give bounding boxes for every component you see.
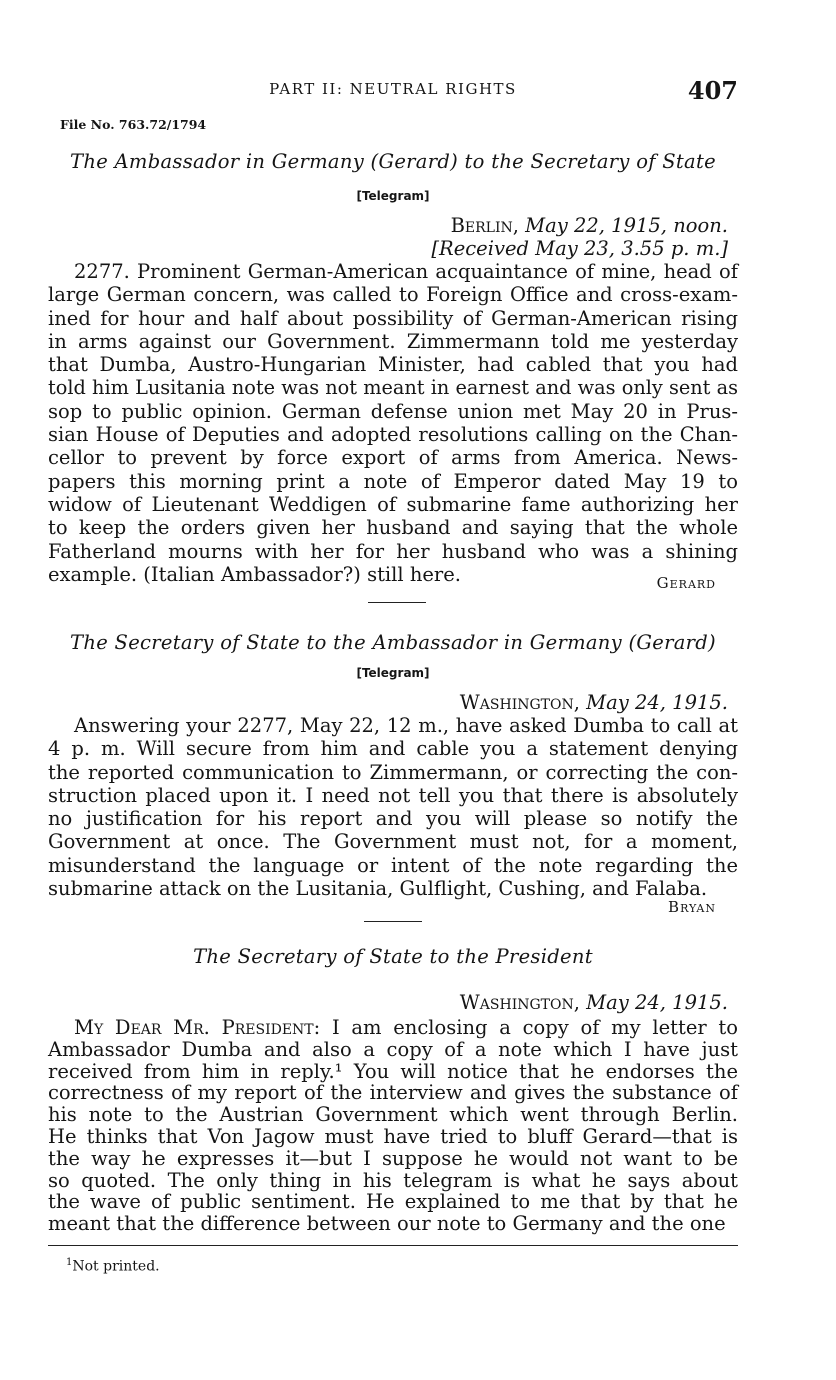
- footnote-text: Not printed.: [72, 1258, 160, 1275]
- doc3-body: [48, 1017, 738, 1235]
- document-page: [48, 0, 738, 1380]
- body-line: the reported communication to Zimmermann, or correcting the con-: [48, 760, 738, 784]
- body-line: submarine attack on the Lusitania, Gulflight, Cushing, and Falaba.: [48, 877, 708, 901]
- doc3-title: The Secretary of State to the President: [193, 945, 593, 968]
- body-line: to keep the orders given her husband and saying that the whole: [48, 516, 738, 540]
- body-line: told him Lusitania note was not meant in earnest and was only sent as: [48, 376, 738, 400]
- section-divider: [368, 602, 426, 603]
- body-line: sop to public opinion. German defense union met May 20 in Prus-: [48, 399, 738, 423]
- body-line-text: I am enclosing a copy of my letter to: [320, 1016, 739, 1039]
- doc1-dateline: [431, 214, 728, 260]
- body-line: 2277. Prominent German-American acquaintance of mine, head of: [74, 260, 738, 283]
- body-line: 4 p. m. Will secure from him and cable you a statement denying: [48, 737, 738, 761]
- body-line: He thinks that Von Jagow must have tried to bluff Gerard—that is: [48, 1124, 738, 1148]
- body-line: the way he expresses it—but I suppose he would not want to be: [48, 1146, 738, 1170]
- file-number: File No. 763.72/1794: [60, 117, 207, 132]
- doc1-title-a: The Ambassador in Germany (: [70, 150, 379, 173]
- doc3-dateline: [460, 991, 728, 1014]
- body-line: sian House of Deputies and adopted resolutions calling on the Chan-: [48, 423, 738, 447]
- doc2-date: May 24, 1915.: [586, 691, 728, 714]
- body-line: Fatherland mourns with her for her husband who was a shining: [48, 539, 738, 563]
- page-number: 407: [687, 76, 738, 105]
- page-header: [48, 76, 738, 106]
- body-line: that Dumba, Austro-Hungarian Minister, had cabled that you had: [48, 353, 738, 377]
- doc1-signature: Gerard: [656, 574, 716, 592]
- body-line: the wave of public sentiment. He explained to me that by that he: [48, 1190, 738, 1214]
- doc3-date: May 24, 1915.: [586, 991, 728, 1014]
- doc2-dateline: [460, 691, 728, 714]
- doc2-title: [48, 631, 738, 654]
- body-line: Answering your 2277, May 22, 12 m., have asked Dumba to call at: [74, 714, 738, 737]
- body-line: no justification for his report and you will please so notify the: [48, 807, 738, 831]
- body-line: example. (Italian Ambassador?) still here.: [48, 562, 461, 586]
- doc2-signature: Bryan: [668, 898, 716, 916]
- doc1-telegram-label: [Telegram]: [356, 189, 430, 203]
- doc1-title-b: ) to the Secretary of State: [450, 150, 716, 173]
- doc3-city: Washington,: [459, 991, 580, 1014]
- body-line: his note to the Austrian Government which went through Berlin.: [48, 1103, 738, 1127]
- doc2-title-name: Gerard: [636, 631, 709, 654]
- running-head: PART II: NEUTRAL RIGHTS: [269, 80, 517, 98]
- doc2-title-b: ): [708, 631, 716, 654]
- section-divider: [364, 921, 422, 922]
- body-line: [48, 1017, 738, 1039]
- body-line: misunderstand the language or intent of the note regarding the: [48, 853, 738, 877]
- doc1-title: [48, 150, 738, 173]
- body-line: widow of Lieutenant Weddigen of submarine fame authorizing her: [48, 492, 738, 516]
- body-line: meant that the difference between our note to Germany and the one: [48, 1212, 726, 1236]
- doc1-received: [Received May 23, 3.55 p. m.]: [431, 237, 728, 260]
- body-line: Ambassador Dumba and also a copy of a note which I have just: [48, 1037, 738, 1061]
- doc2-telegram-label: [Telegram]: [356, 666, 430, 680]
- body-line: correctness of my report of the interview and gives the substance of: [48, 1081, 738, 1105]
- doc2-city: Washington,: [459, 691, 580, 714]
- body-line: struction placed upon it. I need not tell you that there is absolutely: [48, 783, 738, 807]
- footnote-mark: 1: [66, 1257, 73, 1268]
- salutation: My Dear Mr. President:: [74, 1016, 321, 1039]
- doc1-city: Berlin,: [450, 214, 519, 237]
- doc1-date: May 22, 1915, noon.: [525, 214, 728, 237]
- doc1-title-name: Gerard: [378, 150, 451, 173]
- body-line: papers this morning print a note of Emperor dated May 19 to: [48, 469, 738, 493]
- body-line: received from him in reply.¹ You will notice that he endorses the: [48, 1059, 738, 1083]
- doc2-title-a: The Secretary of State to the Ambassador in Germany (: [70, 631, 637, 654]
- doc1-body: [48, 260, 738, 586]
- body-line: cellor to prevent by force export of arms from America. News-: [48, 446, 738, 470]
- footnote-rule: [48, 1245, 738, 1246]
- body-line: Government at once. The Government must not, for a moment,: [48, 830, 738, 854]
- body-line: ined for hour and half about possibility of German-American rising: [48, 306, 738, 330]
- body-line: in arms against our Government. Zimmermann told me yesterday: [48, 329, 738, 353]
- doc2-body: [48, 714, 738, 900]
- body-line: so quoted. The only thing in his telegram is what he says about: [48, 1168, 738, 1192]
- body-line: large German concern, was called to Foreign Office and cross-exam-: [48, 283, 738, 307]
- footnote: [66, 1257, 160, 1275]
